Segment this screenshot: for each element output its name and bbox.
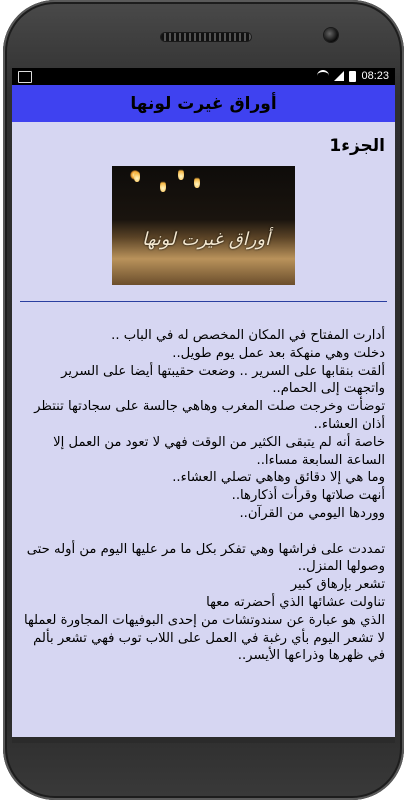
screen-bottom-bezel [12, 737, 395, 743]
candle-flame-icon [134, 170, 140, 182]
signal-icon [334, 71, 344, 81]
divider [20, 301, 387, 302]
part-title: الجزء1 [329, 136, 385, 156]
screen[interactable] [12, 68, 395, 737]
status-icons [317, 70, 389, 82]
battery-icon [349, 71, 356, 82]
phone-frame [3, 0, 404, 800]
candle-flame-icon [160, 180, 166, 192]
status-time: 08:23 [361, 70, 389, 82]
candle-flame-icon [178, 168, 184, 180]
app-bar [12, 85, 395, 122]
cover-title: أوراق غيرت لونها [142, 229, 271, 250]
wifi-icon [317, 70, 329, 82]
status-bar [12, 68, 395, 85]
article-content[interactable] [12, 136, 395, 665]
cover-image [112, 166, 295, 285]
candle-flame-icon [194, 176, 200, 188]
notification-icon [18, 71, 32, 83]
article-body: أدارت المفتاح في المكان المخصص له في الباب .. دخلت وهي منهكة بعد عمل يوم طويل.. ألقت بنقابها على السرير .. وضعت حقيبتها أيضا على السرير واتجهت إلى الحمام.. توضأت وخرجت صلت المغرب وهاهي جالسة على سجادتها تنتظر أذان العشاء.. خاصة أنه لم يتبقى الكثير من الوقت فهي لا تعود من العمل إلا الساعة السابعة مساءا.. وما هي إلا دقائق وهاهي تصلي العشاء.. أنهت صلاتها وقرأت أذكارها.. ووردها اليومي من القرآن.. تمددت على فراشها وهي تفكر بكل ما مر عليها اليوم من أوله حتى وصولها المنزل.. تشعر بإرهاق كبير تناولت عشائها الذي أحضرته معها الذي هو عبارة عن سندوتشات من إحدى البوفيهات المجاورة لعملها لا تشعر اليوم بأي رغبة في العمل على اللاب توب فهي تشعر بألم في ظهرها وذراعها الأيسر.. [23, 328, 385, 664]
app-title: أوراق غيرت لونها [130, 93, 277, 114]
front-camera [324, 28, 338, 42]
speaker-grille [161, 33, 251, 41]
